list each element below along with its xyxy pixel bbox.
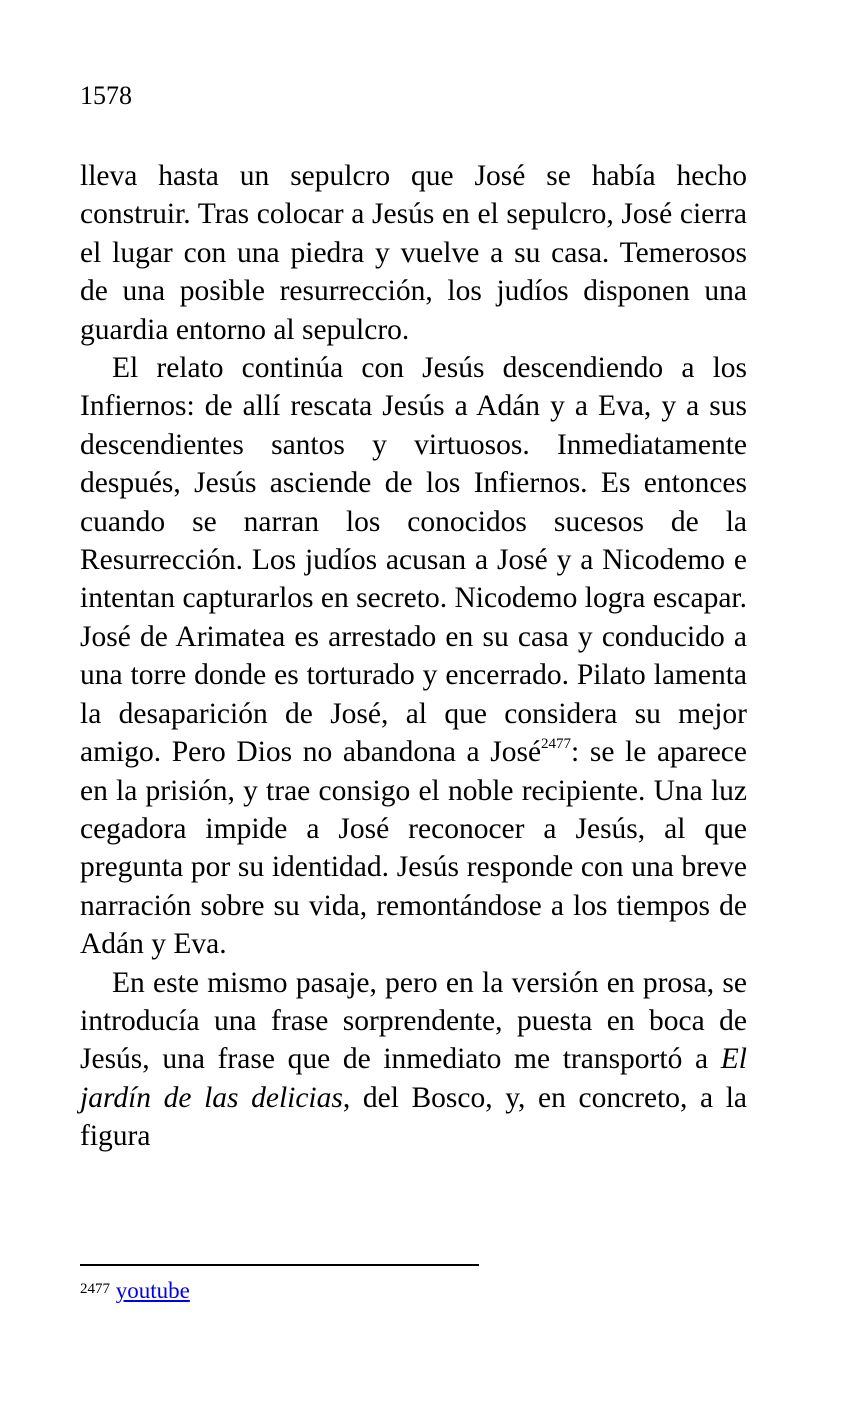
paragraph-2 bbox=[80, 349, 747, 964]
paragraph-3-text-start: En este mismo pasaje, pero en la versión en prosa, se introducía una frase sorprendente, puesta en boca de Jesús, una frase que de inmediato me transportó a bbox=[80, 966, 747, 1076]
body-text bbox=[80, 157, 747, 1156]
footnote-divider bbox=[80, 1264, 479, 1266]
page-number: 1578 bbox=[80, 81, 132, 110]
paragraph-2-text-after-ref: : se le aparece en la prisión, y trae consigo el noble recipiente. Una luz cegadora impide a José reconocer a Jesús, al que pregunta por su identidad. Jesús responde con una breve narración sobre su vida, remontándose a los tiempos de Adán y Eva. bbox=[80, 736, 747, 961]
paragraph-3 bbox=[80, 964, 747, 1156]
artwork-title-italic: El jardín de las delicias bbox=[80, 1043, 747, 1114]
footnote-number: 2477 bbox=[80, 1281, 110, 1297]
footnote-link-youtube[interactable]: youtube bbox=[115, 1278, 190, 1303]
paragraph-1-text: lleva hasta un sepulcro que José se había hecho construir. Tras colocar a Jesús en el sepulcro, José cierra el lugar con una piedra y vuelve a su casa. Temerosos de una posible resurrección, los judíos disponen una guardia entorno al sepulcro. bbox=[80, 160, 747, 346]
paragraph-3-text-end: , del Bosco, y, en concreto, a la figura bbox=[80, 1081, 747, 1153]
footnote-reference[interactable]: 2477 bbox=[541, 736, 572, 753]
footnote bbox=[80, 1276, 190, 1306]
paragraph-2-text-before-ref: El relato continúa con Jesús descendiendo a los Infiernos: de allí rescata Jesús a Adán y a Eva, y a sus descendientes santos y virtuosos. Inmediatamente después, Jesús asciende de los Infiernos. Es entonces cuando se narran los conocidos sucesos de la Resurrección. Los judíos acusan a José y a Nicodemo e intentan capturarlos en secreto. Nicodemo logra escapar. José de Arimatea es arrestado en su casa y conducido a una torre donde es torturado y encerrado. Pilato lamenta la desaparición de José, al que considera su mejor amigo. Pero Dios no abandona a José bbox=[80, 352, 747, 769]
paragraph-1 bbox=[80, 157, 747, 349]
